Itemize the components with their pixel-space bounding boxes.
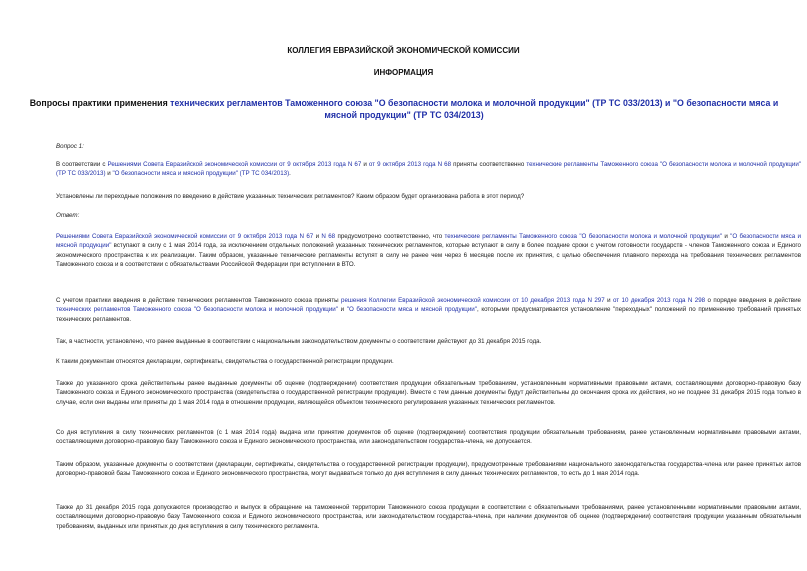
document-title xyxy=(28,97,780,121)
answer-paragraph-1 xyxy=(28,232,801,270)
link-decision-67[interactable]: Решениями Совета Евразийской экономической комиссии от 9 октября 2013 года N 67 xyxy=(107,161,362,168)
link-board-298[interactable]: от 10 декабря 2013 года N 298 xyxy=(612,297,706,304)
answer-paragraph-8: Также до 31 декабря 2015 года допускаются производство и выпуск в обращение на таможенной территории Таможенного союза продукции в соответствии с обязательными требованиями, ранее установленными нормативными правовыми актами, составляющими договорно-правовую базу Таможенного союза и Единого экономического пространства, или законодательством государства-члена, при наличии документов об оценке (подтверждении) соответствия продукции указанным обязательным требованиям, выданных или принятых до дня вступления в силу технического регламента. xyxy=(56,504,801,530)
text-span: и xyxy=(105,170,113,178)
text-span: вступают в силу с 1 мая 2014 года, за исключением отдельных положений указанных технических регламентов, которые вступают в силу в более поздние сроки с учетом готовности государств - членов Таможенного союза и Единого экономического пространства к их реализации. Таким образом, указанные технические регламенты вступят в силу не ранее чем через 6 месяцев после их принятия, с целью обеспечения плавного перехода на требования технических регламентов Таможенного союза и в соответствии с обязательствами Российской Федерации при вступлении в ВТО. xyxy=(56,242,801,269)
link-tr-meat-2[interactable]: "О безопасности мяса и мясной продукции" xyxy=(346,306,477,314)
question-context-paragraph xyxy=(28,160,801,179)
text-span: предусмотрено соответственно, что xyxy=(335,233,445,240)
text-span: В соответствии с xyxy=(56,161,108,168)
text-span: приняты соответственно xyxy=(451,161,527,168)
text-span: . xyxy=(289,170,291,178)
answer-paragraph-2 xyxy=(28,296,801,324)
link-tr-meat[interactable]: "О безопасности мяса и мясной продукции" xyxy=(56,233,801,250)
text-span: и xyxy=(604,297,613,304)
text-span: , которыми предусматривается установление "переходных" положений по применению требований принятых технических регламентов. xyxy=(56,306,801,323)
link-n68[interactable]: N 68 xyxy=(321,233,336,240)
org-heading: КОЛЛЕГИЯ ЕВРАЗИЙСКОЙ ЭКОНОМИЧЕСКОЙ КОМИССИИ xyxy=(287,46,520,55)
link-tr-ts-033[interactable]: технические регламенты Таможенного союза "О безопасности молока и молочной продукции" (ТР ТС 033/2013) xyxy=(56,161,802,178)
question-text: Установлены ли переходные положения по введению в действие указанных технических регламентов? Каким образом будет организована работа в этот период? xyxy=(56,193,525,200)
text-span: С учетом практики введения в действие технических регламентов Таможенного союза приняты xyxy=(56,297,342,304)
answer-paragraph-5: Также до указанного срока действительны ранее выданные документы об оценке (подтверждении) соответствия продукции обязательным требованиям, установленным нормативными правовыми актами, составляющими договорно-правовую базу Таможенного союза и Единого экономического пространства (свидетельства о государственной регистрации продукции). Вместе с тем данные документы будут действительны до окончания срока их действия, но не позднее 31 декабря 2015 года только в случае, если они выданы или приняты до 1 мая 2014 года в отношении продукции, являющейся объектом технического регулирования указанных технических регламентов. xyxy=(56,380,801,406)
question-label: Вопрос 1: xyxy=(56,143,84,150)
title-link-regulations[interactable]: технических регламентов Таможенного союза "О безопасности молока и молочной продукции" (ТР ТС 033/2013) и "О безопасности мяса и мясной продукции" (ТР ТС 034/2013) xyxy=(170,98,779,120)
answer-paragraph-7: Таким образом, указанные документы о соответствии (декларации, сертификаты, свидетельства о государственной регистрации продукции), предусмотренные требованиями национального законодательства государства-члена или ранее принятых актов договорно-правовой базы Таможенного союза и Единого экономического пространства, могут выдаваться только до дня вступления в силу данных технических регламентов, то есть до 1 мая 2014 года. xyxy=(56,461,801,478)
text-span: и xyxy=(337,306,347,314)
link-decisions-council[interactable]: Решениями Совета Евразийской экономической комиссии от 9 октября 2013 года N 67 xyxy=(56,233,314,240)
answer-paragraph-4: К таким документам относятся декларации, сертификаты, свидетельства о государственной регистрации продукции. xyxy=(56,358,394,365)
answer-label: Ответ: xyxy=(56,212,80,219)
link-tr-milk-2[interactable]: технических регламентов Таможенного союза "О безопасности молока и молочной продукции" xyxy=(56,306,338,314)
text-span: и xyxy=(721,233,731,240)
link-board-297[interactable]: решения Коллегии Евразийской экономической комиссии от 10 декабря 2013 года N 297 xyxy=(341,297,605,304)
text-span: о порядке введения в действие xyxy=(705,297,801,304)
text-span: и xyxy=(361,161,369,168)
link-tr-ts-034[interactable]: "О безопасности мяса и мясной продукции" (ТР ТС 034/2013) xyxy=(112,170,290,178)
title-plain: Вопросы практики применения xyxy=(29,98,171,108)
link-tr-milk[interactable]: технические регламенты Таможенного союза "О безопасности молока и молочной продукции" xyxy=(444,233,722,240)
doc-type-heading: ИНФОРМАЦИЯ xyxy=(373,68,434,77)
answer-paragraph-6: Со дня вступления в силу технических регламентов (с 1 мая 2014 года) выдача или принятие документов об оценке (подтверждении) соответствия продукции обязательным требованиям, ранее установленным нормативными правовыми актами, составляющими договорно-правовую базу Таможенного союза и Единого экономического пространства, или законодательством государства-члена, не допускается. xyxy=(56,429,801,446)
link-decision-68[interactable]: от 9 октября 2013 года N 68 xyxy=(368,161,452,168)
answer-paragraph-3: Так, в частности, установлено, что ранее выданные в соответствии с национальным законодательством документы о соответствии действуют до 31 декабря 2015 года. xyxy=(56,338,542,345)
text-span: и xyxy=(313,233,322,240)
